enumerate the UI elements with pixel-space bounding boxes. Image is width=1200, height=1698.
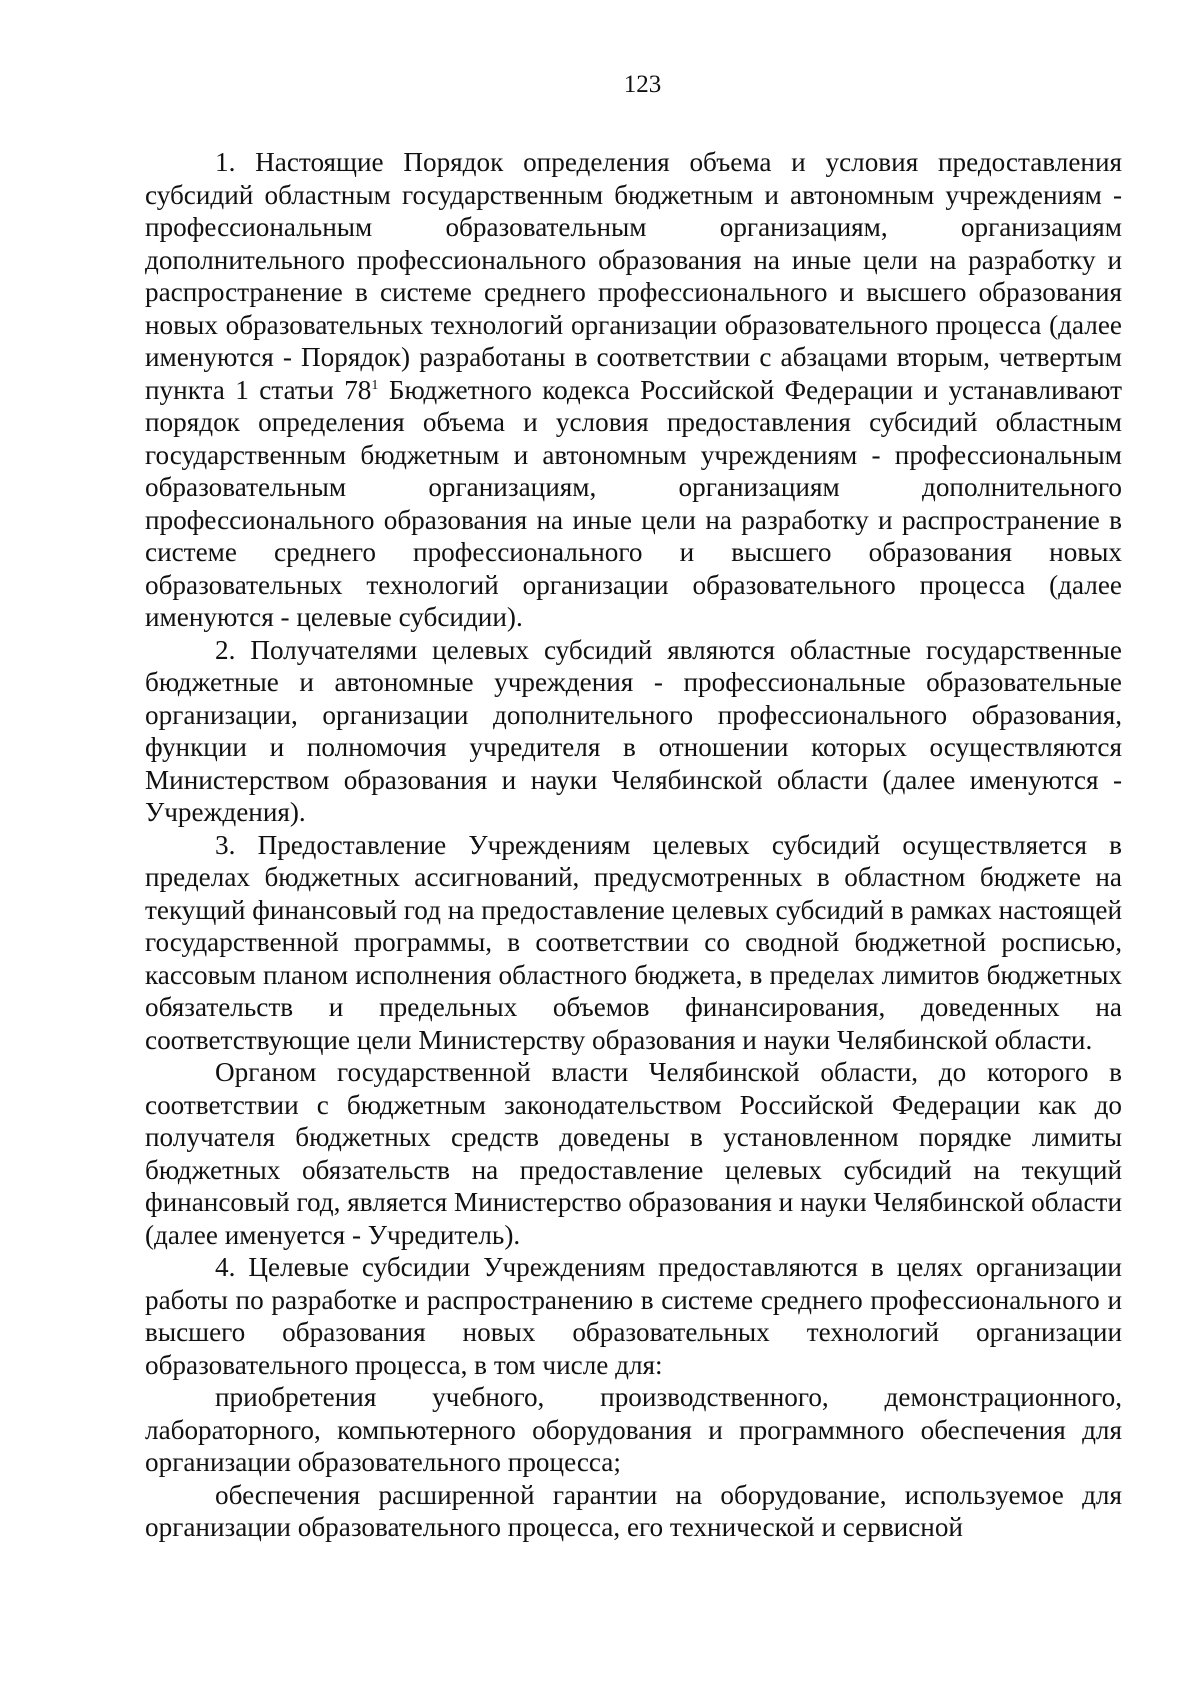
page-number: 123 bbox=[623, 71, 662, 98]
paragraph-3: 3. Предоставление Учреждениям целевых субсидий осуществляется в пределах бюджетных ассигнований, предусмотренных в областном бюджете на текущий финансовый год на предоставление целевых субсидий в рамках настоящей государственной программы, в соответствии со сводной бюджетной росписью, кассовым планом исполнения областного бюджета, в пределах лимитов бюджетных обязательств и предельных объемов финансирования, доведенных на соответствующие цели Министерству образования и науки Челябинской области. bbox=[145, 829, 1122, 1055]
paragraph-5: 4. Целевые субсидии Учреждениям предоставляются в целях организации работы по разработке и распространению в системе среднего профессионального и высшего образования новых образовательных технологий организации образовательного процесса, в том числе для: bbox=[145, 1252, 1122, 1380]
paragraph-2: 2. Получателями целевых субсидий являются областные государственные бюджетные и автономные учреждения - профессиональные образовательные организации, организации дополнительного профессионального образования, функции и полномочия учредителя в отношении которых осуществляются Министерством образования и науки Челябинской области (далее именуются - Учреждения). bbox=[145, 634, 1122, 827]
paragraph-1-superscript: 1 bbox=[371, 377, 379, 393]
paragraph-1-text-after: Бюджетного кодекса Российской Федерации и устанавливают порядок определения объема и условия предоставления субсидий областным государственным бюджетным и автономным учреждениям - профессиональным образовательным организациям, организациям дополнительного профессионального образования на иные цели на разработку и распространение в системе среднего профессионального и высшего образования новых образовательных технологий организации образовательного процесса (далее именуются - целевые субсидии). bbox=[145, 374, 1123, 632]
paragraph-4: Органом государственной власти Челябинской области, до которого в соответствии с бюджетным законодательством Российской Федерации как до получателя бюджетных средств доведены в установленном порядке лимиты бюджетных обязательств на предоставление целевых субсидий на текущий финансовый год, является Министерство образования и науки Челябинской области (далее именуется - Учредитель). bbox=[145, 1057, 1122, 1250]
paragraph-1-text-before: 1. Настоящие Порядок определения объема и условия предоставления субсидий областным государственным бюджетным и автономным учреждениям - профессиональным образовательным организациям, организациям дополнительного профессионального образования на иные цели на разработку и распространение в системе среднего профессионального и высшего образования новых образовательных технологий организации образовательного процесса (далее именуются - Порядок) разработаны в соответствии с абзацами вторым, четвертым пункта 1 статьи 78 bbox=[145, 147, 1122, 405]
document-body bbox=[145, 146, 1122, 1544]
paragraph-7: обеспечения расширенной гарантии на оборудование, используемое для организации образовательного процесса, его технической и сервисной bbox=[145, 1479, 1122, 1542]
paragraph-6: приобретения учебного, производственного, демонстрационного, лабораторного, компьютерного оборудования и программного обеспечения для организации образовательного процесса; bbox=[145, 1382, 1122, 1477]
paragraph-1 bbox=[145, 146, 1122, 634]
